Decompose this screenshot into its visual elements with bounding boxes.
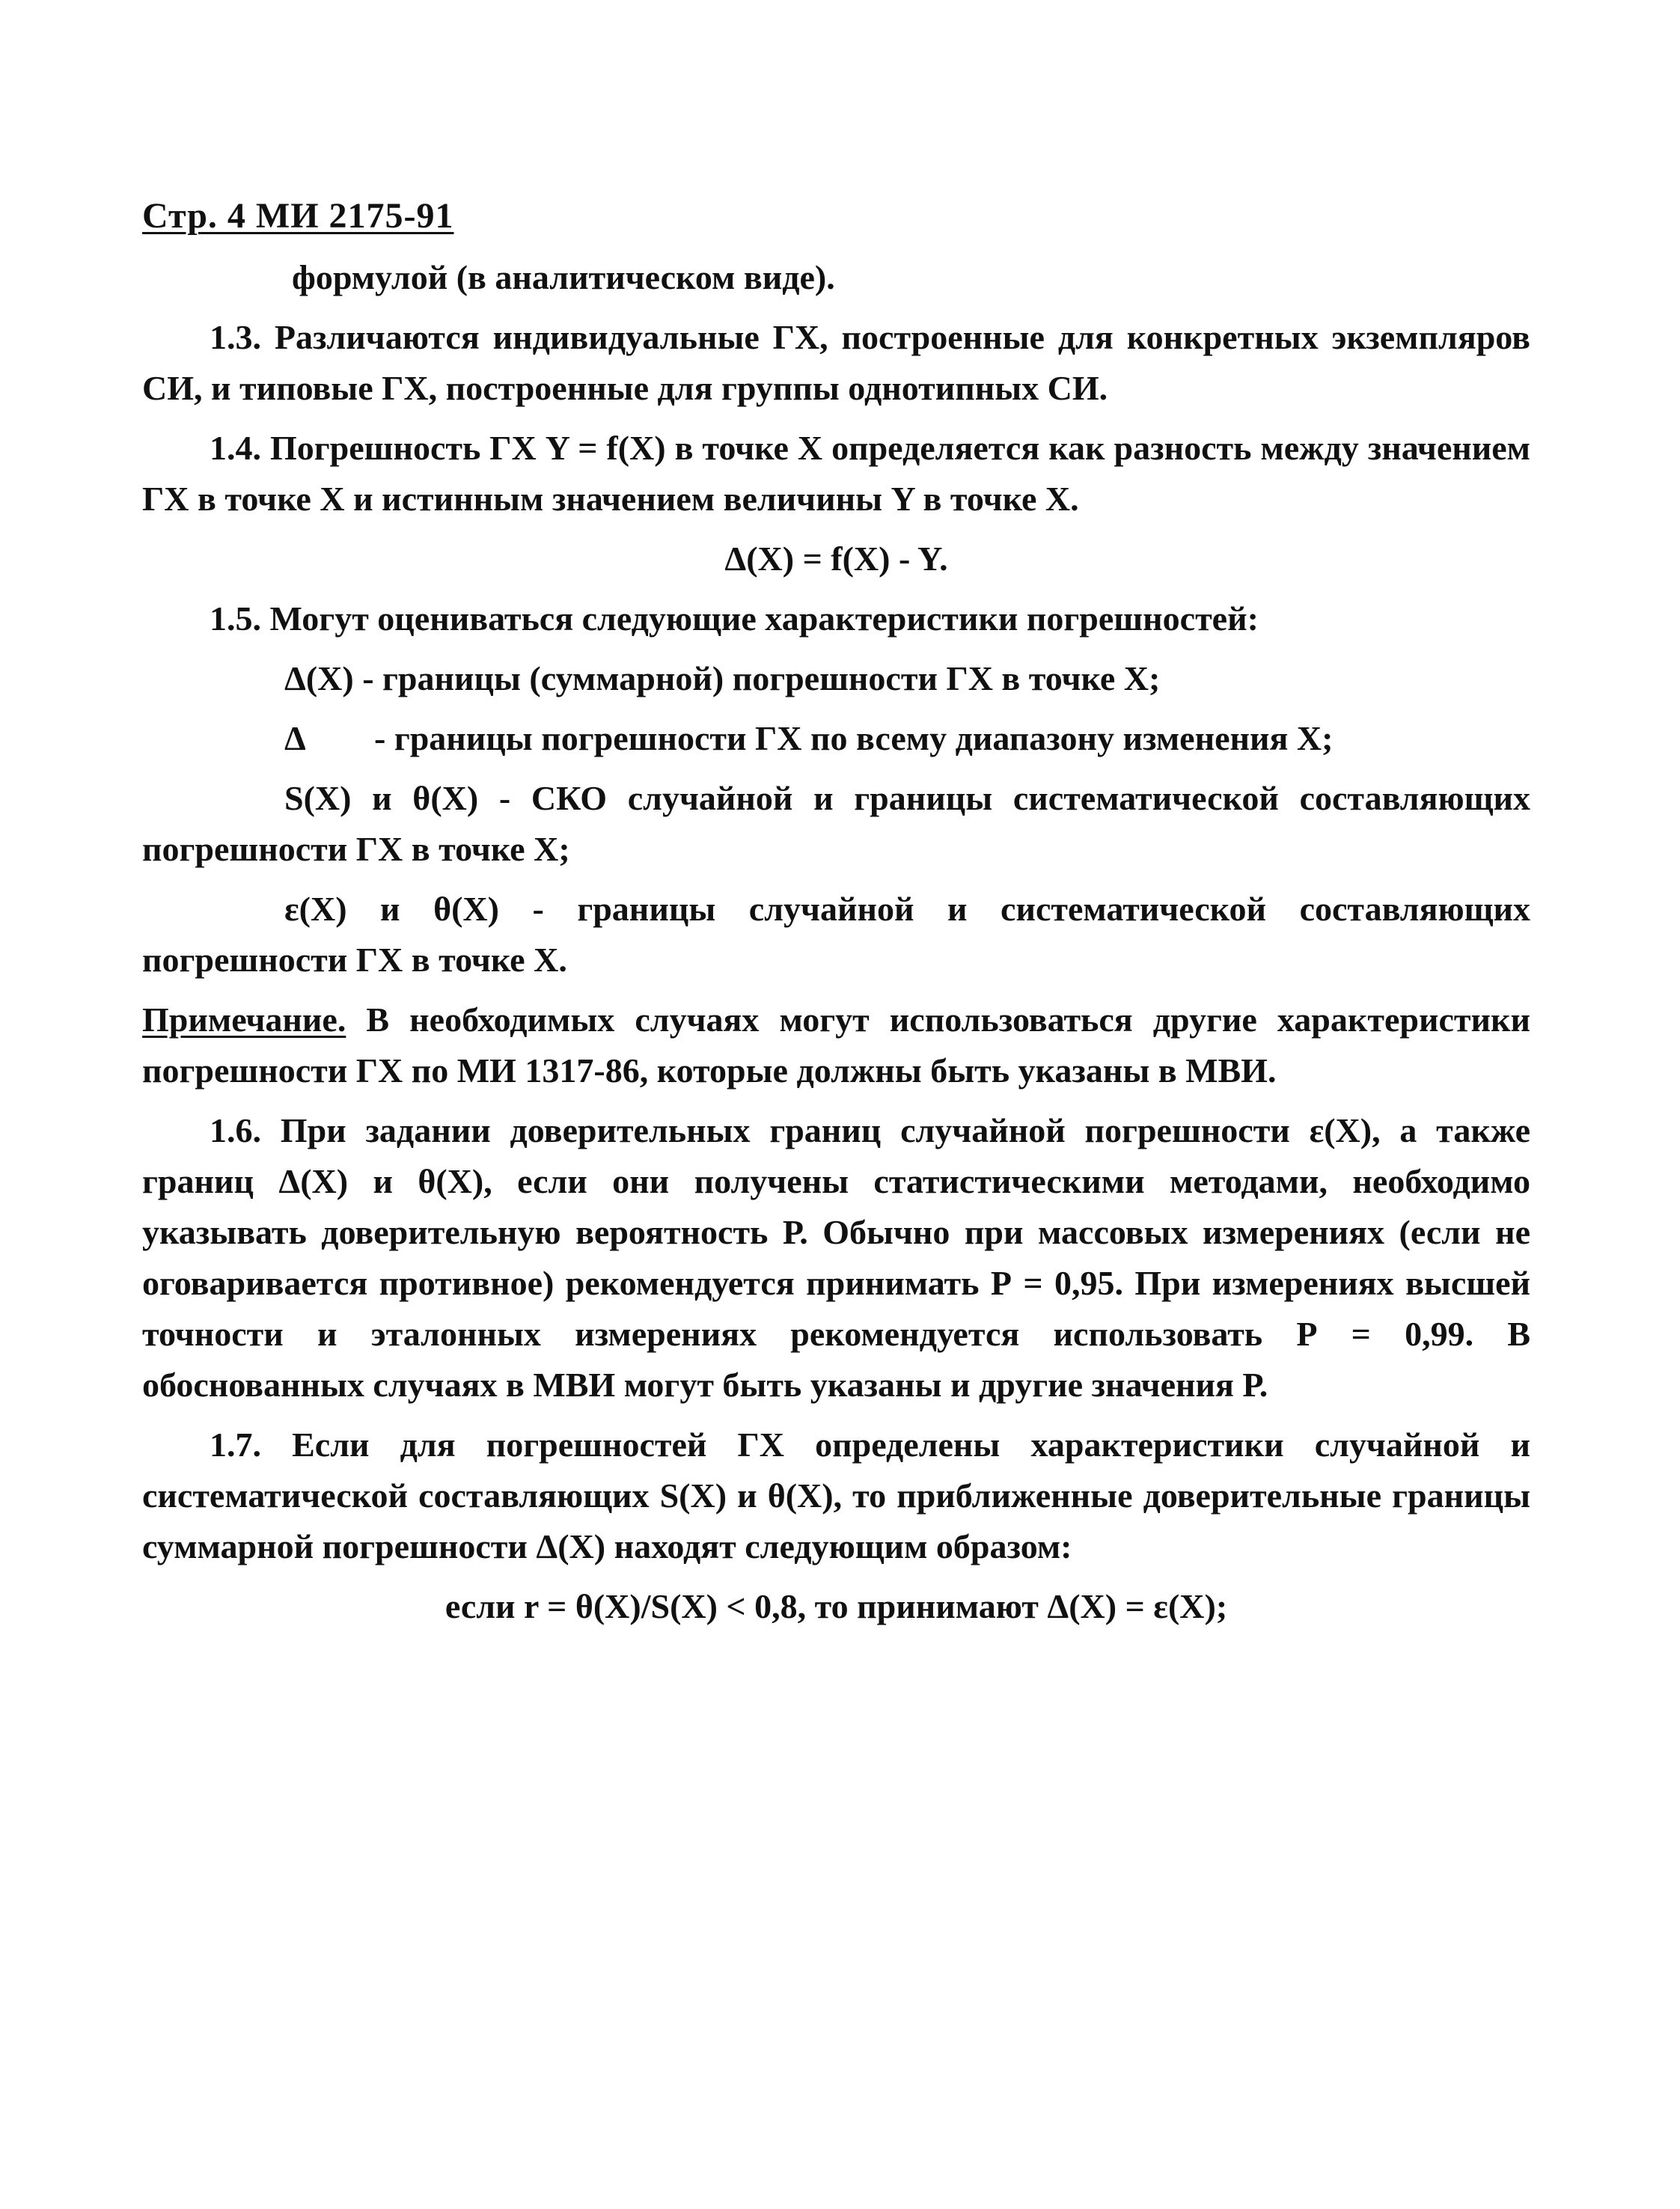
note-paragraph: [142, 994, 1530, 1096]
formula-delta: Δ(X) = f(X) - Y.: [724, 540, 948, 578]
definition-delta-text: - границы погрешности ГХ по всему диапазону изменения X;: [374, 719, 1334, 757]
clause-1-5: 1.5. Могут оцениваться следующие характеристики погрешностей:: [210, 599, 1259, 638]
formula-condition: если r = θ(X)/S(X) < 0,8, то принимают Δ(X) = ε(X);: [445, 1587, 1228, 1625]
definition-delta-x: Δ(X) - границы (суммарной) погрешности ГХ в точке X;: [284, 659, 1161, 697]
note-text: В необходимых случаях могут использоваться другие характеристики погрешности ГХ по МИ 1317-86, которые должны быть указаны в МВИ.: [142, 1000, 1530, 1090]
page-header: Стр. 4 МИ 2175-91: [142, 196, 454, 236]
note-label: Примечание.: [142, 1000, 346, 1039]
paragraph-formula-tail: формулой (в аналитическом виде).: [292, 258, 835, 296]
definition-delta-symbol: Δ: [284, 719, 306, 757]
definition-eps-theta: ε(X) и θ(X) - границы случайной и систематической составляющих погрешности ГХ в точке X.: [142, 890, 1530, 979]
definition-s-theta: S(X) и θ(X) - СКО случайной и границы систематической составляющих погрешности ГХ в точке X;: [142, 779, 1530, 868]
clause-1-7: 1.7. Если для погрешностей ГХ определены характеристики случайной и систематической составляющих S(X) и θ(X), то приближенные доверительные границы суммарной погрешности Δ(X) находят следующим образом:: [142, 1426, 1530, 1565]
clause-1-6: 1.6. При задании доверительных границ случайной погрешности ε(X), а также границ Δ(X) и θ(X), если они получены статистическими методами, необходимо указывать доверительную вероятность Р. Обычно при массовых измерениях (если не оговаривается противное) рекомендуется принимать Р = 0,95. При измерениях высшей точности и эталонных измерениях рекомендуется использовать Р = 0,99. В обоснованных случаях в МВИ могут быть указаны и другие значения Р.: [142, 1111, 1530, 1404]
document-page: [142, 191, 1530, 1641]
clause-1-3: 1.3. Различаются индивидуальные ГХ, построенные для конкретных экземпляров СИ, и типовые ГХ, построенные для группы однотипных СИ.: [142, 318, 1530, 407]
definition-delta: [142, 713, 1530, 764]
clause-1-4: 1.4. Погрешность ГХ Y = f(X) в точке X определяется как разность между значением ГХ в точке X и истинным значением величины Y в точке X.: [142, 429, 1530, 518]
